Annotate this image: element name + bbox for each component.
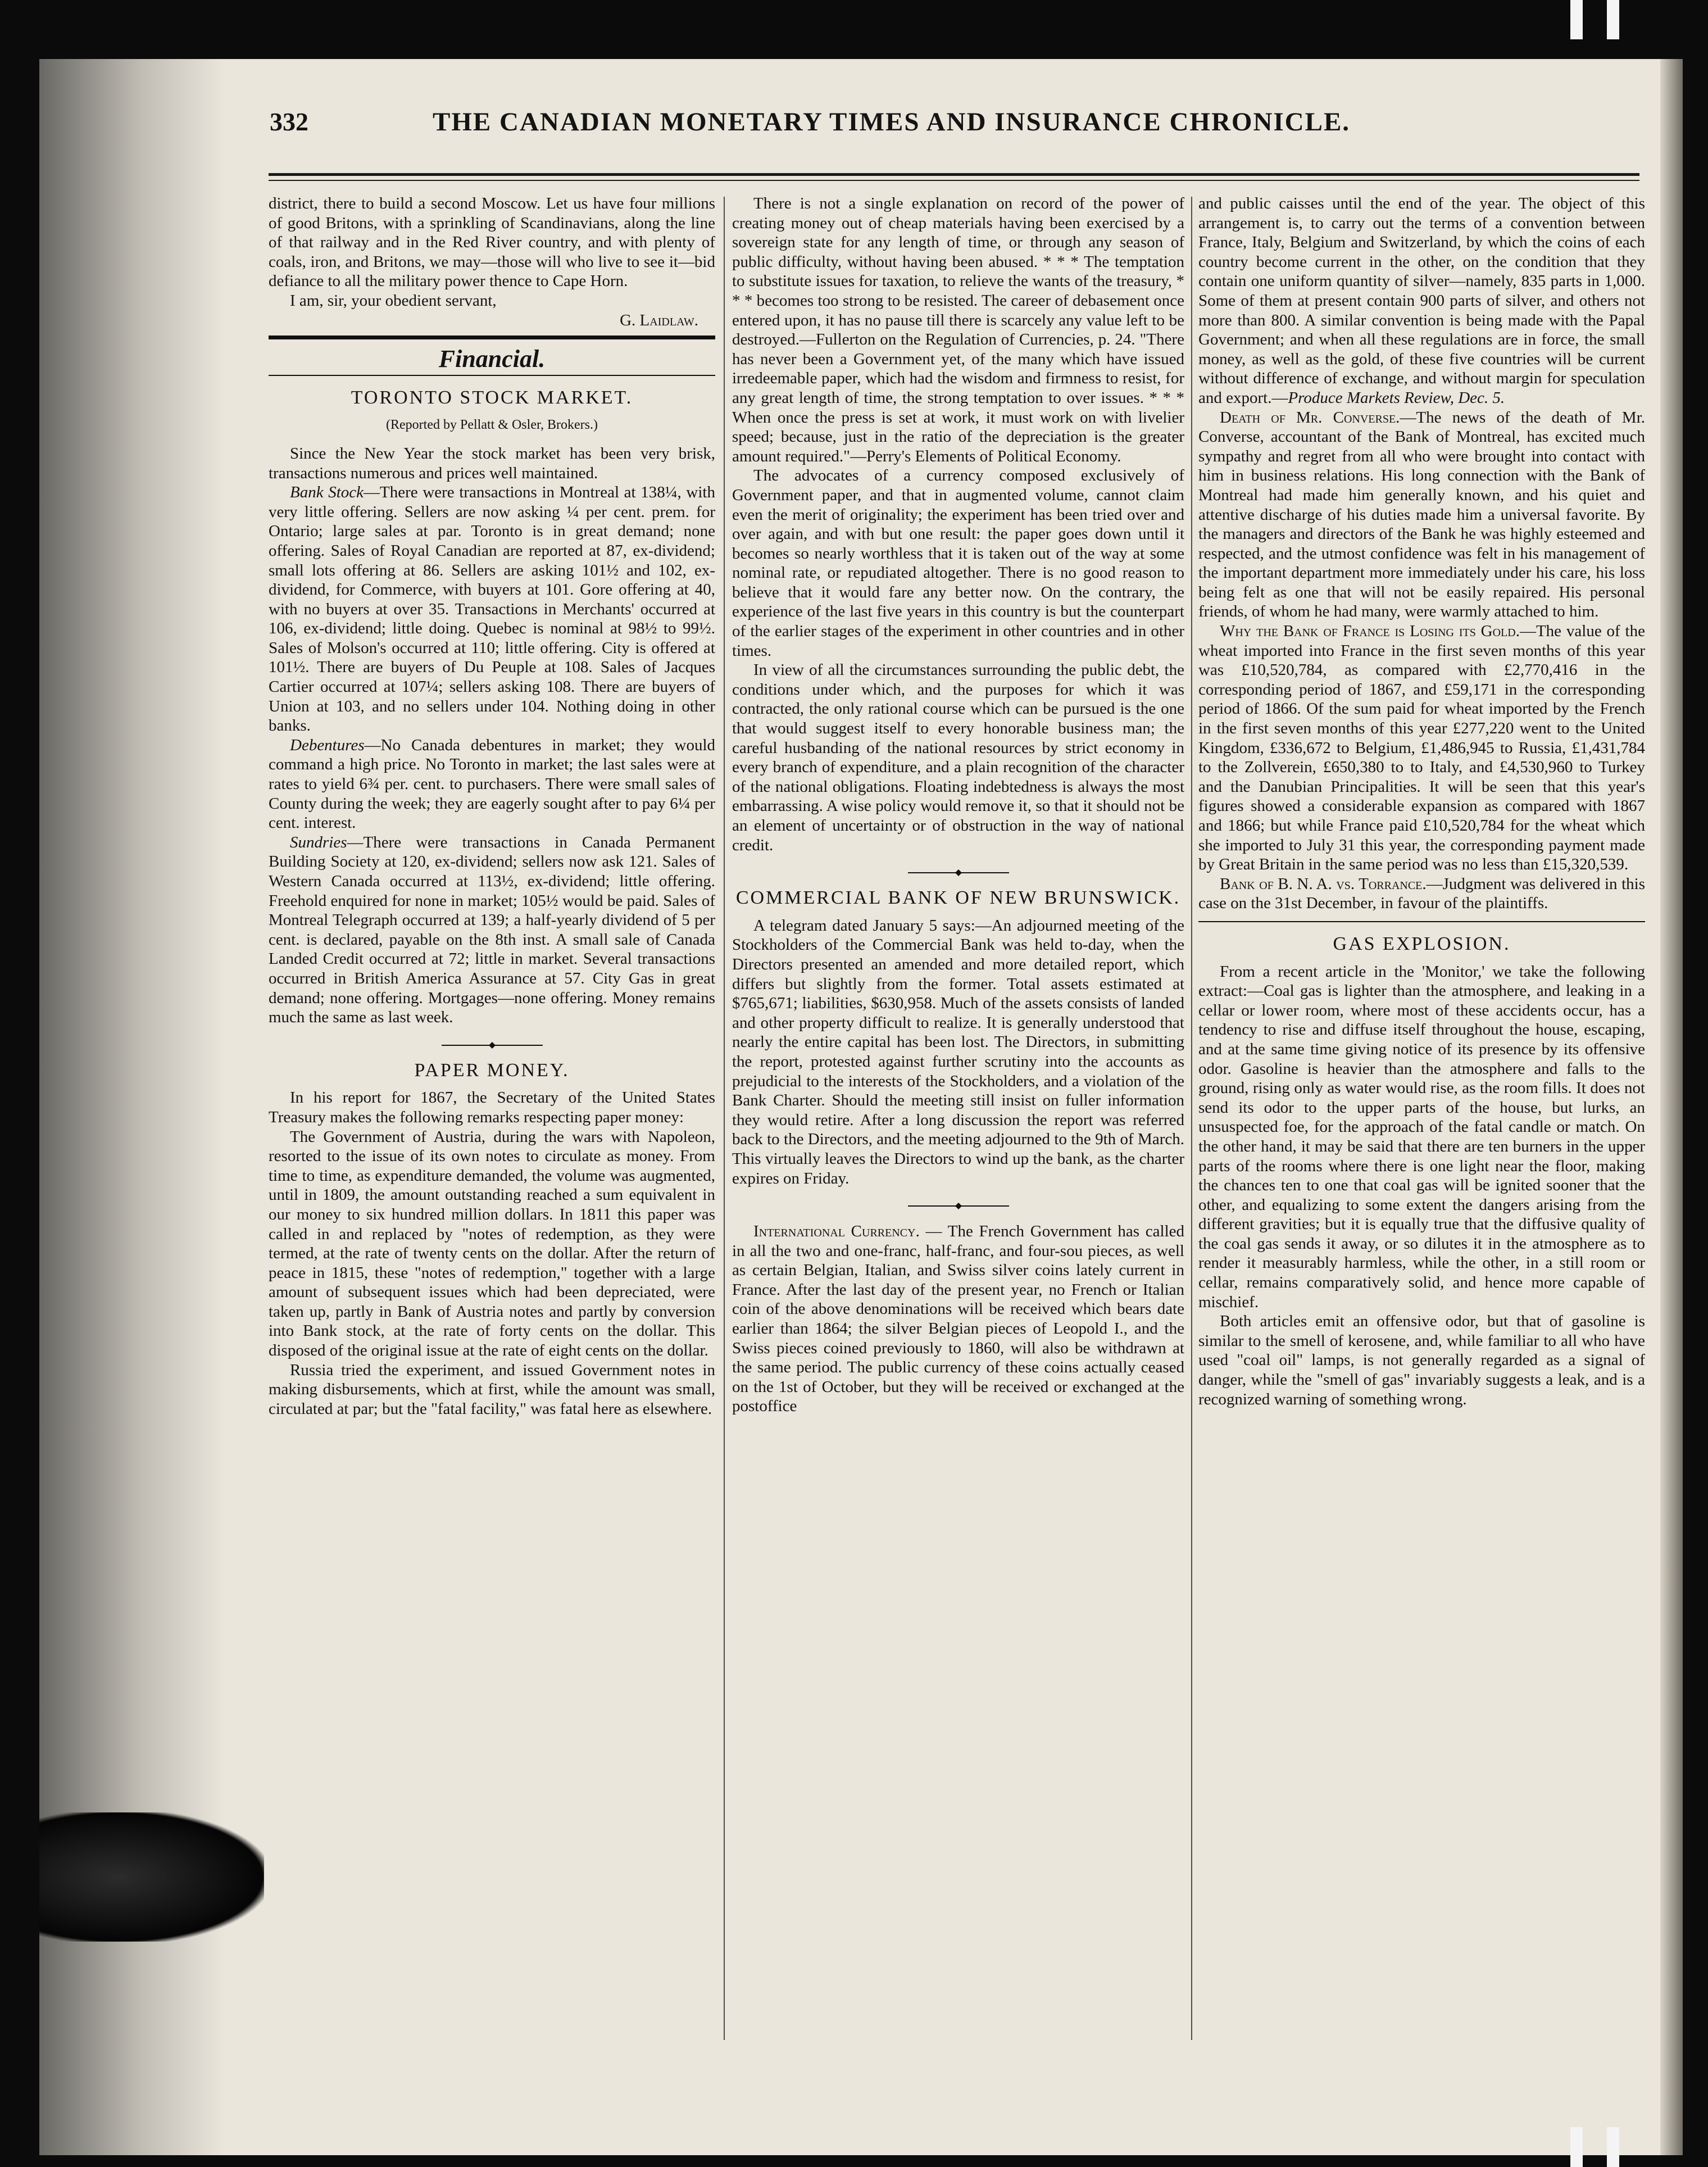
article-paragraph: Both articles emit an offensive odor, but that of gasoline is similar to the smell of kerosene, and, while familiar to all who have used "coal oil" lamps, is not generally regarded as a signal of danger, while the "smell of gas" invariably suggests a leak, and is a recognized warning of something wrong.	[1198, 1312, 1645, 1408]
article-title-paper-money: PAPER MONEY.	[414, 1059, 570, 1081]
article-paragraph	[1198, 408, 1645, 622]
article-paragraph: The Government of Austria, during the wars with Napoleon, resorted to the issue of its own notes to circulate as money. From time to time, as expenditure demanded, the volume was augmented, until in 1809, the amount outstanding reached a sum equivalent in our money to six hundred million dollars. In 1811 this paper was called in and replaced by "notes of redemption, as they were termed, at the rate of twenty cents on the dollar. After the return of peace in 1815, these "notes of redemption," together with a large amount of subsequent issues which had been depreciated, were taken up, partly in Bank of Austria notes and partly by conversion into Bank stock, at the rate of forty cents on the dollar. This disposed of the original issue at the rate of eight cents on the dollar.	[269, 1127, 715, 1360]
article-title-commercial-bank: COMMERCIAL BANK OF NEW BRUNSWICK.	[735, 887, 1181, 909]
run-in-label: Sundries	[290, 833, 347, 851]
running-title: THE CANADIAN MONETARY TIMES AND INSURANCE CHRONICLE.	[433, 107, 1351, 137]
section-heading-financial: Financial.	[438, 345, 546, 373]
article-paragraph	[269, 736, 715, 833]
run-in-label: Bank Stock	[290, 483, 364, 502]
article-paragraph	[1198, 622, 1645, 874]
paragraph-text: —The news of the death of Mr. Converse, accountant of the Bank of Montreal, has excited much sympathy and regret from all who were brought into contact with him in business relations. His long connection with the Bank of Montreal had made him generally known, and his quiet and attentive discharge of his duties made him a universal favorite. By the managers and directors of the Bank he was highly esteemed and respected, and the utmost confidence was felt in his management of the important department more immediately under his care, his loss being felt as one that will not be easily repaired. His personal friends, of whom he had many, were warmly attached to him.	[1198, 408, 1645, 621]
column-rule-2	[1191, 197, 1192, 2040]
film-mark	[1607, 2127, 1619, 2167]
article-paragraph: Russia tried the experiment, and issued Government notes in making disbursements, which at first, while the amount was small, circulated at par; but the "fatal facility," was fatal here as elsewhere.	[269, 1361, 715, 1418]
article-paragraph	[1198, 194, 1645, 408]
paragraph-text: —No Canada debentures in market; they would command a high price. No Toronto in market; the last sales were at rates to yield 6¾ per. cent. to purchasers. There were small sales of County during the week; they are eagerly sought after to pay 6¼ per cent. interest.	[269, 736, 715, 832]
article-paragraph: From a recent article in the 'Monitor,' we take the following extract:—Coal gas is lighter than the atmosphere, and leaking in a cellar or lower room, where most of these accidents occur, has a tendency to rise and diffuse itself throughout the house, escaping, and at the same time giving notice of its presence by its offensive odor. Gasoline is heavier than the atmosphere and falls to the ground, rising only as water would rise, as the room fills. It does not send its odor to the upper parts of the house, but lurks, an unsuspected foe, for the approach of the fatal candle or match. On the other hand, it may be said that there are ten burners in the upper parts of the rooms where there is one light near the floor, making the chances ten to one that coal gas will be ignited sooner that the other, and equalizing to some extent the dangers arising from the different gravities; but it is equally true that the diffusive quality of the coal gas sends it away, or so dilutes it in the atmosphere as to render it measurably harmless, while the other, in a still room or cellar, remains comparatively solid, and hence more capable of mischief.	[1198, 962, 1645, 1311]
run-in-label: Death of Mr. Converse.	[1220, 408, 1400, 427]
letter-signature: G. Laidlaw.	[620, 311, 698, 329]
article-paragraph: In his report for 1867, the Secretary of the United States Treasury makes the following remarks respecting paper money:	[269, 1089, 715, 1126]
article-paragraph: A telegram dated January 5 says:—An adjourned meeting of the Stockholders of the Commercial Bank was held to-day, when the Directors presented an amended and more detailed report, which differs but slightly from the former. Total assets estimated at $765,671; liabilities, $630,958. Much of the assets consists of landed and other property difficult to realize. It is generally understood that nearly the entire capital has been lost. The Directors, in submitting the report, protested against further scrutiny into the accounts as prejudicial to the interests of the Stockholders, and a violation of the Bank Charter. Should the meeting still insist on fuller information they would retire. After a long discussion the report was referred back to the Directors, and the meeting adjourned to the 9th of March. This virtually leaves the Directors to wind up the bank, as the charter expires on Friday.	[732, 916, 1184, 1187]
page-number: 332	[270, 107, 308, 136]
paragraph-text: —The value of the wheat imported into France in the first seven months of this year was £10,520,784, as compared with £2,770,416 in the corresponding period of 1867, and £59,171 in the corresponding period of 1866. Of the sum paid for wheat imported by the French in the first seven months of this year £277,220 went to the United Kingdom, £336,672 to Belgium, £1,486,945 to Russia, £1,431,784 to the Zollverein, £650,380 to to Italy, and £4,530,960 to Turkey and the Danubian Principalities. It will be seen that this year's figures showed a considerable expansion as compared with 1867 and 1866; but while France paid £10,520,784 for the wheat which she imported to July 31 this year, the corresponding payment made by Great Britain in the same period was no less than £15,320,539.	[1198, 622, 1645, 874]
section-rule	[269, 375, 715, 376]
article-paragraph	[732, 1222, 1184, 1416]
article-paragraph	[269, 483, 715, 736]
section-rule	[269, 336, 715, 339]
page-header	[270, 107, 1534, 169]
section-rule	[1198, 921, 1645, 922]
article-paragraph	[269, 833, 715, 1027]
article-byline: (Reported by Pellatt & Osler, Brokers.)	[386, 418, 598, 433]
header-rule-thick	[269, 173, 1639, 176]
article-title-gas-explosion: GAS EXPLOSION.	[1333, 933, 1511, 954]
paragraph-text: and public caisses until the end of the year. The object of this arrangement is, to carry out the terms of a convention between France, Italy, Belgium and Switzerland, by which the coins of each country become current in the other, on the condition that they contain one uniform quantity of silver—namely, 835 parts in 1,000. Some of them at present contain 900 parts of silver, and others not more than 800. A similar convention is being made with the Papal Government; and when all these regulations are in force, the small money, as well as the gold, of these five countries will be current without difference of exchange, and without margin for speculation and export.—	[1198, 194, 1645, 407]
column-3	[1198, 194, 1645, 2048]
run-in-label: International Currency.	[753, 1222, 920, 1241]
thumb-shadow	[39, 1812, 264, 1942]
letter-closing: I am, sir, your obedient servant,	[290, 291, 497, 310]
article-paragraph: In view of all the circumstances surrounding the public debt, the conditions under which, and the purposes for which it was contracted, the only rational course which can be pursued is the one that would suggest itself to every honorable business man; the careful husbanding of the national resources by strict economy in every branch of expenditure, and a plain recognition of the character of the national obligations. Floating indebtedness is always the most embarrassing. A wise policy would remove it, so that it should not be an element of uncertainty or of obstruction in the way of national credit.	[732, 661, 1184, 854]
run-in-label: Bank of B. N. A. vs. Torrance.	[1220, 874, 1427, 893]
page-edge	[1660, 59, 1683, 2155]
ornament-divider	[442, 1042, 543, 1049]
header-rule-thin	[269, 180, 1639, 181]
film-mark	[1570, 0, 1583, 39]
paragraph-text: —There were transactions in Canada Permanent Building Society at 120, ex-dividend; sellers now ask 121. Sales of Western Canada occurred at 113½, ex-dividend; little offering. Freehold enquired for none in market; 105½ would be paid. Sales of Montreal Telegraph occurred at 139; a half-yearly dividend of 5 per cent. is declared, payable on the 8th inst. A small sale of Canada Landed Credit occurred at 72; little in market. Several transactions occurred in British America Assurance at 57. City Gas in great demand; none offering. Mortgages—none offering. Money remains much the same as last week.	[269, 833, 715, 1027]
article-paragraph: The advocates of a currency composed exclusively of Government paper, and that in augmented volume, cannot claim even the merit of originality; the experiment has been tried over and over again, and with but one result: the paper goes down until it becomes so nearly worthless that it is taken out of the way at some nominal rate, or repudiated altogether. There is no good reason to believe that it would fare any better now. On the contrary, the experience of the last five years in this country is but the counterpart of the earlier stages of the experiment in other countries and in other times.	[732, 466, 1184, 660]
ornament-divider	[908, 869, 1009, 876]
film-mark	[1570, 2127, 1583, 2167]
run-in-label: Debentures	[290, 736, 365, 754]
film-mark	[1607, 0, 1619, 39]
paragraph-text: —There were transactions in Montreal at 138¼, with very little offering. Sellers are now asking ¼ per cent. prem. for Ontario; large sales at par. Toronto is in great demand; none offering. Sales of Royal Canadian are reported at 87, ex-dividend; small lots offering at 86. Sellers are asking 101½ and 102, ex-dividend, for Commerce, with buyers at 101. Gore offering at 40, with no buyers at over 35. Transactions in Merchants' occurred at 106, ex-dividend; little doing. Quebec is nominal at 98½ to 99½. Sales of Molson's occurred at 110; little offering. City is offered at 101½. There are buyers of Du Peuple at 108. Sales of Jacques Cartier occurred at 107¼; sellers asking 108. There are buyers of Union at 103, and no sellers under 104. Nothing doing in other banks.	[269, 483, 715, 735]
article-paragraph: There is not a single explanation on record of the power of creating money out of cheap materials having been exercised by a sovereign state for any length of time, or through any season of public difficulty, without having been abused. * * * The temptation to substitute issues for taxation, to relieve the wants of the treasury, * * * becomes too strong to be resisted. The career of debasement once entered upon, it has no pause till there is scarcely any value left to be destroyed.—Fullerton on the Regulation of Currencies, p. 24. "There has never been a Government yet, of the many which have issued irredeemable paper, which had the wisdom and firmness to resist, for any great length of time, the strong temptation to over issues. * * * When once the press is set at work, it must work on with livelier speed; because, just in the ratio of the depreciation is the greater amount required."—Perry's Elements of Political Economy.	[732, 194, 1184, 465]
column-2	[732, 194, 1184, 2048]
article-title-stock-market: TORONTO STOCK MARKET.	[351, 387, 633, 408]
paragraph-text: — The French Government has called in all the two and one-franc, half-franc, and four-sou pieces, as well as certain Belgian, Italian, and Swiss silver coins lately current in France. After the last day of the present year, no French or Italian coin of the above denominations will be received which bears date earlier than 1864; the silver Belgian pieces of Leopold I., and the Swiss pieces coined previously to 1860, will also be withdrawn at the same period. The public currency of these coins actually ceased on the 1st of October, but they will be received or exchanged at the postoffice	[732, 1222, 1184, 1416]
run-in-label: Why the Bank of France is Losing its Gold.	[1220, 622, 1520, 641]
article-paragraph: Since the New Year the stock market has been very brisk, transactions numerous and prices well maintained.	[269, 444, 715, 482]
column-rule-1	[724, 197, 725, 2040]
source-citation: Produce Markets Review, Dec. 5.	[1288, 388, 1505, 407]
article-paragraph	[1198, 874, 1645, 913]
ornament-divider	[908, 1203, 1009, 1209]
column-1	[269, 194, 715, 2048]
paragraph-text: —Judgment was delivered in this case on the 31st December, in favour of the plaintiffs.	[1198, 874, 1645, 913]
letter-paragraph: district, there to build a second Moscow. Let us have four millions of good Britons, with a sprinkling of Scandinavians, along the line of that railway and in the Red River country, and with plenty of coals, iron, and Britons, we may—those will who live to see it—bid defiance to all the military power thence to Cape Horn.	[269, 194, 715, 291]
